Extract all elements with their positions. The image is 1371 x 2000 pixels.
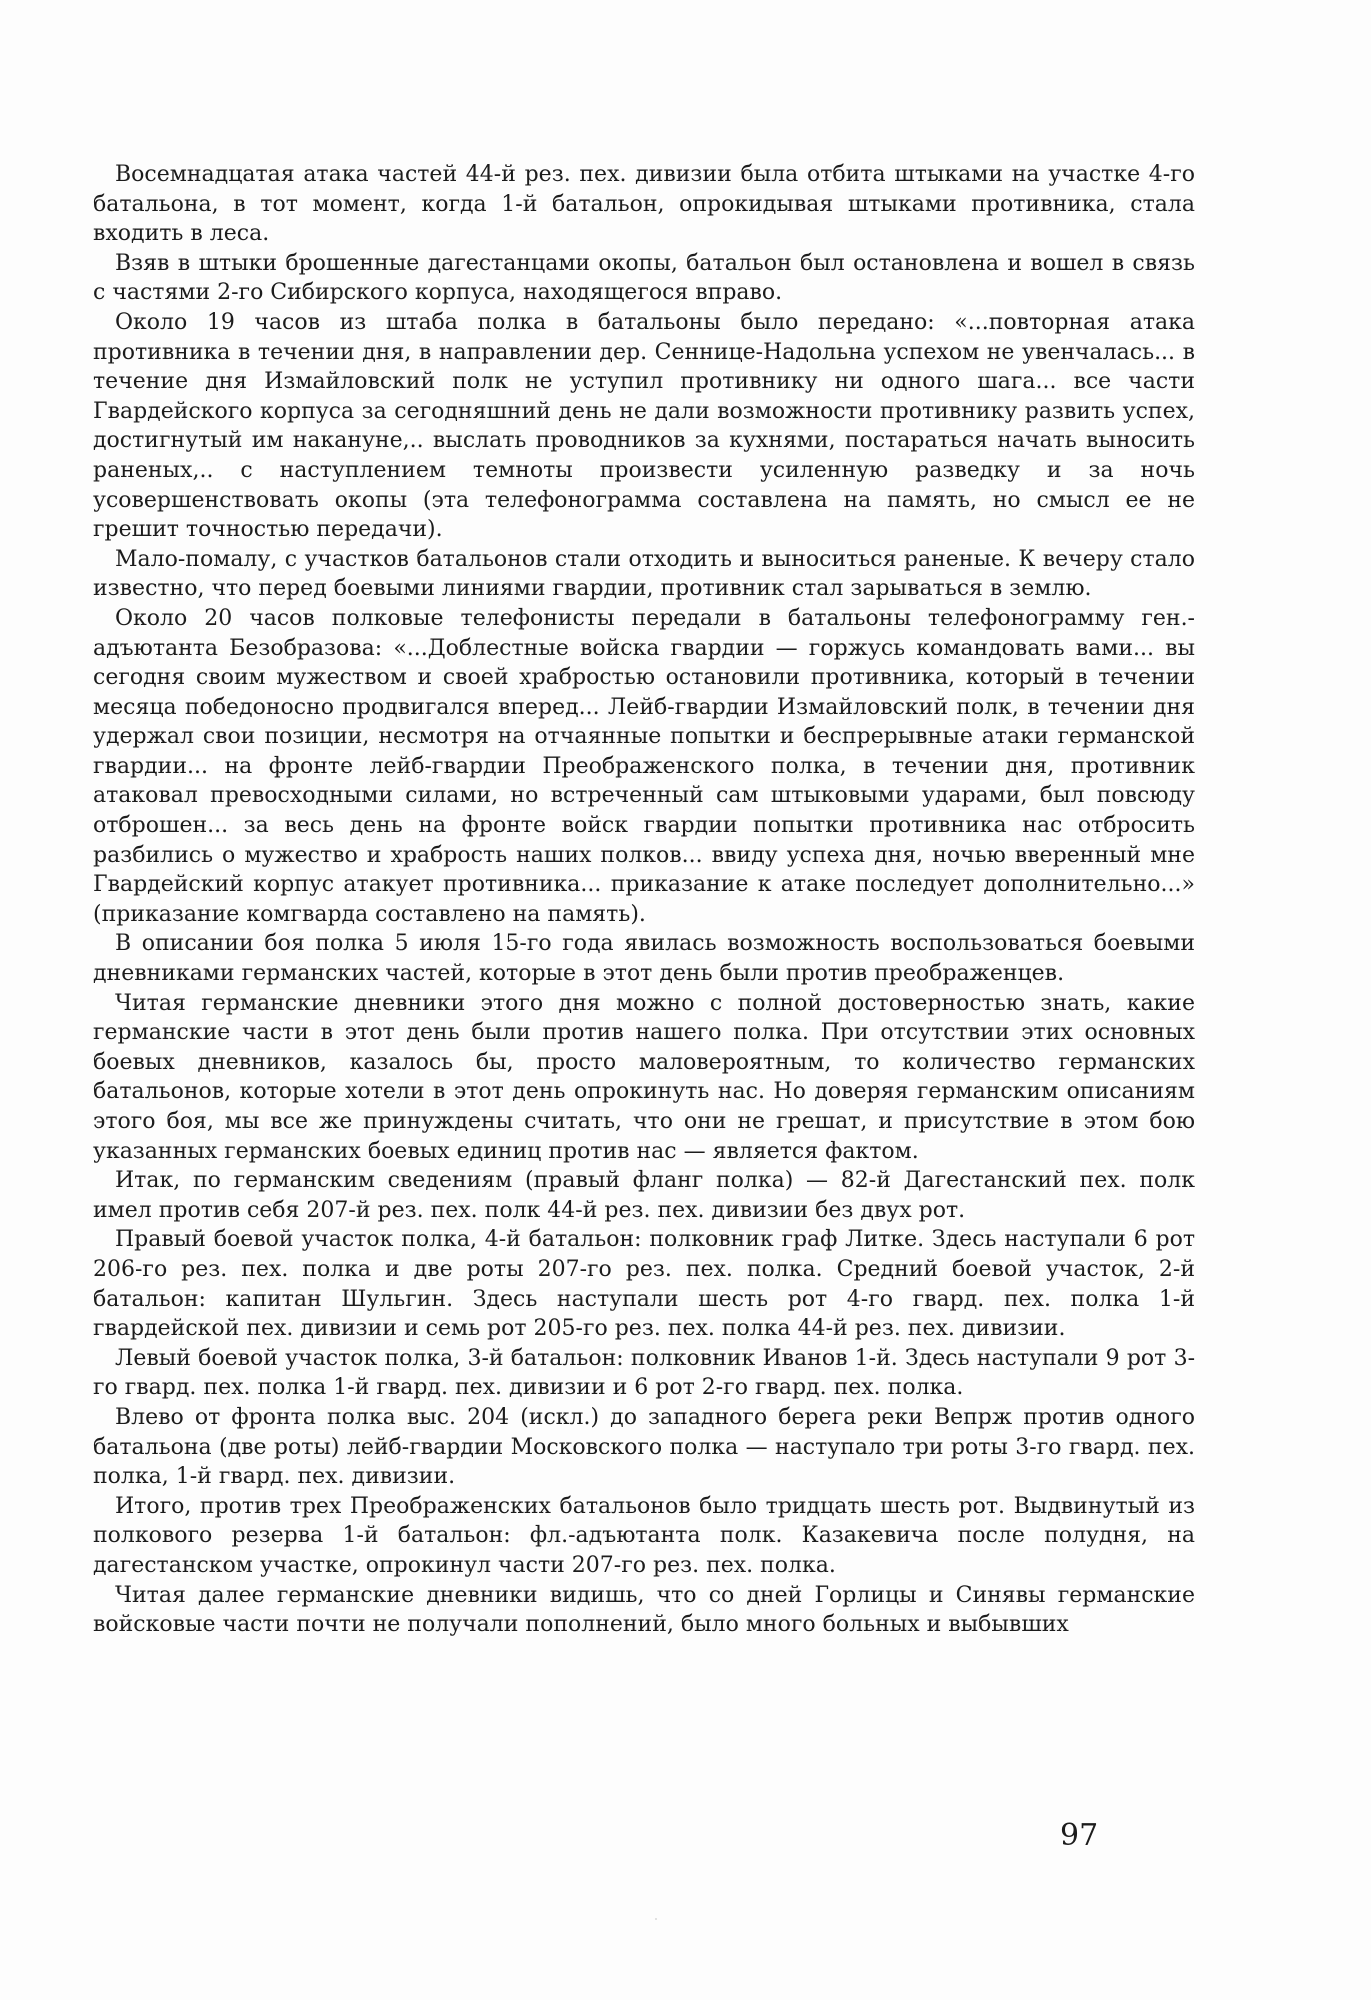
scan-speck bbox=[655, 1918, 657, 1920]
paragraph-13: Читая далее германские дневники видишь, что со дней Горлицы и Синявы германские войсковые части почти не получали пополнений, было много больных и выбывших bbox=[93, 1582, 1195, 1638]
paragraph-7: Читая германские дневники этого дня можно с полной достоверностью знать, какие германские части в этот день были против нашего полка. При отсутствии этих основных боевых дневников, казалось бы, просто маловероятным, то количество германских батальонов, которые хотели в этот день опрокинуть нас. Но доверяя германским описаниям этого боя, мы все же принуждены считать, что они не грешат, и присутствие в этом бою указанных германских боевых единиц против нас — является фактом. bbox=[93, 990, 1195, 1164]
paragraph-4: Мало-помалу, с участков батальонов стали отходить и выноситься раненые. К вечеру стало известно, что перед боевыми линиями гвардии, противник стал зарываться в землю. bbox=[93, 546, 1195, 602]
page-text bbox=[93, 160, 1195, 1640]
paragraph-12: Итого, против трех Преображенских батальонов было тридцать шесть рот. Выдвинутый из полкового резерва 1-й батальон: фл.-адъютанта полк. Казакевича после полудня, на дагестанском участке, опрокинул части 207-го рез. пех. полка. bbox=[93, 1493, 1195, 1578]
paragraph-6: В описании боя полка 5 июля 15-го года явилась возможность воспользоваться боевыми дневниками германских частей, которые в этот день были против преображенцев. bbox=[93, 931, 1195, 987]
paragraph-3: Около 19 часов из штаба полка в батальоны было передано: «...повторная атака противника в течении дня, в направлении дер. Сеннице-Надольна успехом не увенчалась... в течение дня Измайловский полк не уступил противнику ни одного шага... все части Гвардейского корпуса за сегодняшний день не дали возможности противнику развить успех, достигнутый им накануне,.. выслать проводников за кухнями, постараться начать выносить раненых,.. с наступлением темноты произвести усиленную разведку и за ночь усовершенствовать окопы (эта телефонограмма составлена на память, но смысл ее не грешит точностью передачи). bbox=[93, 309, 1195, 543]
paragraph-9: Правый боевой участок полка, 4-й батальон: полковник граф Литке. Здесь наступали 6 рот 206-го рез. пех. полка и две роты 207-го рез. пех. полка. Средний боевой участок, 2-й батальон: капитан Шульгин. Здесь наступали шесть рот 4-го гвард. пех. полка 1-й гвардейской пех. дивизии и семь рот 205-го рез. пех. полка 44-й рез. пех. дивизии. bbox=[93, 1227, 1195, 1342]
paragraph-10: Левый боевой участок полка, 3-й батальон: полковник Иванов 1-й. Здесь наступали 9 рот 3-го гвард. пех. полка 1-й гвард. пех. дивизии и 6 рот 2-го гвард. пех. полка. bbox=[93, 1345, 1195, 1401]
paragraph-2: Взяв в штыки брошенные дагестанцами окопы, батальон был остановлена и вошел в связь с частями 2-го Сибирского корпуса, находящегося вправо. bbox=[93, 250, 1195, 306]
paragraph-8: Итак, по германским сведениям (правый фланг полка) — 82-й Дагестанский пех. полк имел против себя 207-й рез. пех. полк 44-й рез. пех. дивизии без двух рот. bbox=[93, 1168, 1195, 1223]
paragraph-1: Восемнадцатая атака частей 44-й рез. пех. дивизии была отбита штыками на участке 4-го батальона, в тот момент, когда 1-й батальон, опрокидывая штыками противника, стала входить в леса. bbox=[93, 162, 1195, 247]
paragraph-5: Около 20 часов полковые телефонисты передали в батальоны телефонограмму ген.-адъютанта Безобразова: «...Доблестные войска гвардии — горжусь командовать вами... вы сегодня своим мужеством и своей храбростью остановили противника, который в течении месяца победоносно продвигался вперед... Лейб-гвардии Измайловский полк, в течении дня удержал свои позиции, несмотря на отчаянные попытки и беспрерывные атаки германской гвардии... на фронте лейб-гвардии Преображенского полка, в течении дня, противник атаковал превосходными силами, но встреченный сам штыковыми ударами, был повсюду отброшен... за весь день на фронте войск гвардии попытки противника нас отбросить разбились о мужество и храбрость наших полков... ввиду успеха дня, ночью вверенный мне Гвардейский корпус атакует противника... приказание к атаке последует дополнительно...» (приказание комгварда составлено на память). bbox=[93, 605, 1195, 927]
page-number: 97 bbox=[1060, 1818, 1099, 1853]
paragraph-11: Влево от фронта полка выс. 204 (искл.) до западного берега реки Вепрж против одного батальона (две роты) лейб-гвардии Московского полка — наступало три роты 3-го гвард. пех. полка, 1-й гвард. пех. дивизии. bbox=[93, 1404, 1195, 1490]
